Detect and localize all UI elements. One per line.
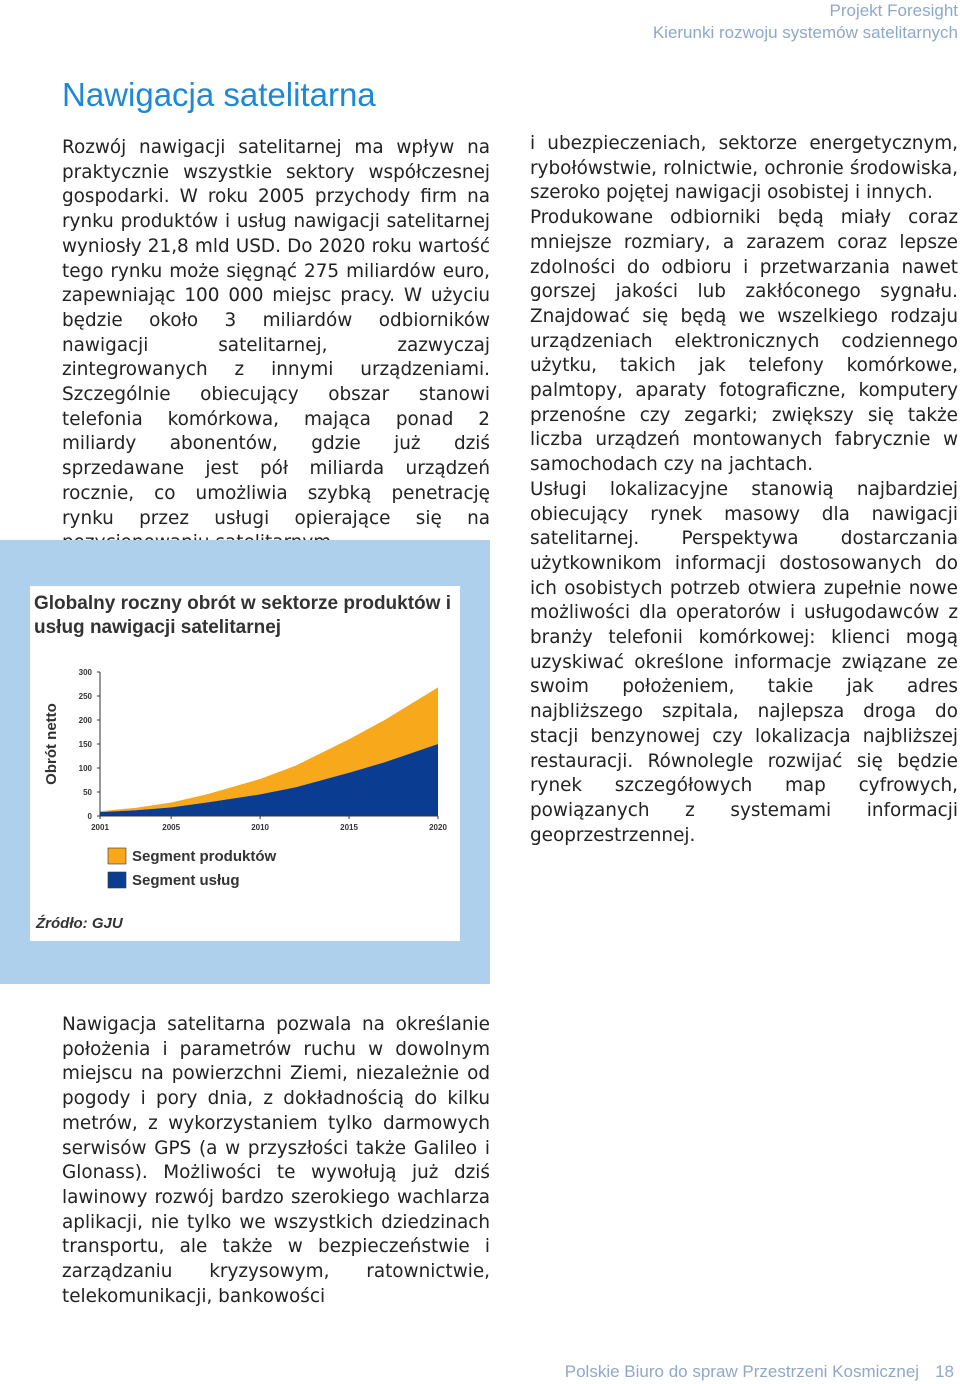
y-tick-label: 200 bbox=[78, 716, 92, 725]
section-title: Nawigacja satelitarna bbox=[62, 76, 376, 113]
chart-title: Globalny roczny obrót w sektorze produktów i usług nawigacji satelitarnej bbox=[34, 593, 451, 638]
page-number: 18 bbox=[935, 1362, 954, 1381]
page-footer bbox=[565, 1362, 954, 1382]
x-tick-label: 2010 bbox=[251, 823, 270, 832]
footer-text: Polskie Biuro do spraw Przestrzeni Kosmicznej bbox=[564, 1362, 920, 1381]
legend-label: Segment produktów bbox=[132, 848, 277, 865]
y-tick-label: 300 bbox=[78, 668, 92, 677]
left-column bbox=[62, 136, 490, 556]
chart-source: Źródło: GJU bbox=[36, 915, 123, 932]
header-project: Projekt Foresight bbox=[829, 1, 958, 20]
y-tick-label: 0 bbox=[87, 812, 92, 821]
y-tick-label: 50 bbox=[83, 788, 92, 797]
x-tick-label: 2005 bbox=[162, 823, 181, 832]
legend-swatch bbox=[108, 848, 126, 864]
right-paragraph-2: Produkowane odbiorniki będą miały coraz mniejsze rozmiary, a zarazem coraz lepsze zdolności do odbioru i przetwarzania nawet gorszej jakości lub zakłóconego sygnału. Znajdować się będą we wszelkiego rodzaju urządzeniach elektronicznych codziennego użytku, takich jak telefony komórkowe, palmtopy, aparaty fotograficzne, komputery przenośne czy zegarki; zwiększy się także liczba urządzeń montowanych fabrycznie w samochodach czy na jachtach. bbox=[530, 207, 958, 476]
y-tick-label: 250 bbox=[78, 692, 92, 701]
chart-panel bbox=[0, 540, 490, 984]
y-tick-label: 100 bbox=[78, 764, 92, 773]
x-tick-label: 2015 bbox=[340, 823, 358, 832]
left-paragraph: Rozwój nawigacji satelitarnej ma wpływ na praktycznie wszystkie sektory współczesnej gospodarki. W roku 2005 przychody firm na rynku produktów i usług nawigacji satelitarnej wyniosły 21,8 mld USD. Do 2020 roku wartość tego rynku może sięgnąć 275 miliardów euro, zapewniając 100 000 miejsc pracy. W użyciu będzie około 3 miliardów odbiorników nawigacji satelitarnej, zazwyczaj zintegrowanych z innymi urządzeniami. Szczególnie obiecujący obszar stanowi telefonia komórkowa, mająca ponad 2 miliardy abonentów, gdzie już dziś sprzedawane jest pół miliarda urządzeń rocznie, co umożliwia szybką penetrację rynku przez usługi opierające się na bbox=[62, 137, 490, 529]
legend-swatch bbox=[108, 872, 126, 888]
right-paragraph-1: i ubezpieczeniach, sektorze energetycznym, rybołówstwie, rolnictwie, ochronie środowiska, szeroko pojętej nawigacji osobistej i innych. bbox=[530, 133, 958, 204]
x-tick-label: 2020 bbox=[429, 823, 447, 832]
y-tick-label: 150 bbox=[78, 740, 92, 749]
x-tick-label: 2001 bbox=[91, 823, 109, 832]
right-column bbox=[530, 132, 958, 848]
header-subtitle: Kierunki rozwoju systemów satelitarnych bbox=[652, 23, 958, 42]
running-header bbox=[653, 0, 958, 44]
chart-card bbox=[30, 586, 460, 941]
y-axis-label: Obrót netto bbox=[43, 703, 60, 785]
right-paragraph-3: Usługi lokalizacyjne stanowią najbardziej obiecujący rynek masowy dla nawigacji satelitarnej. Perspektywa dostarczania użytkownikom informacji dostosowanych do ich osobistych potrzeb otwiera zupełnie nowe możliwości dla operatorów i usługodawców z branży telefonii komórkowej: klienci mogą uzyskiwać określone informacje związane ze swoim położeniem, takie jak adres najbliższego szpitala, najlepsza droga do stacji benzynowej czy lokalizacja najbliższej restauracji. Równolegle rozwijać się będzie rynek szczegółowych map cyfrowych, powiązanych z systemami informacji geoprzestrzennej. bbox=[530, 478, 958, 846]
bottom-column bbox=[62, 1013, 490, 1309]
legend-label: Segment usług bbox=[132, 872, 240, 889]
bottom-paragraph: Nawigacja satelitarna pozwala na określanie położenia i parametrów ruchu w dowolnym miejscu na powierzchni Ziemi, niezależnie od pogody i pory dnia, z dokładnością do kilku metrów, z wykorzystaniem tylko darmowych serwisów GPS (a w przyszłości także Galileo i Glonass). Możliwości te wywołują już dziś lawinowy rozwój bardzo szerokiego wachlarza aplikacji, nie tylko we wszystkich dziedzinach transportu, ale także w bezpieczeństwie i zarządzaniu kryzysowym, ratownictwie, telekomunikacji, bankowości bbox=[62, 1014, 490, 1307]
